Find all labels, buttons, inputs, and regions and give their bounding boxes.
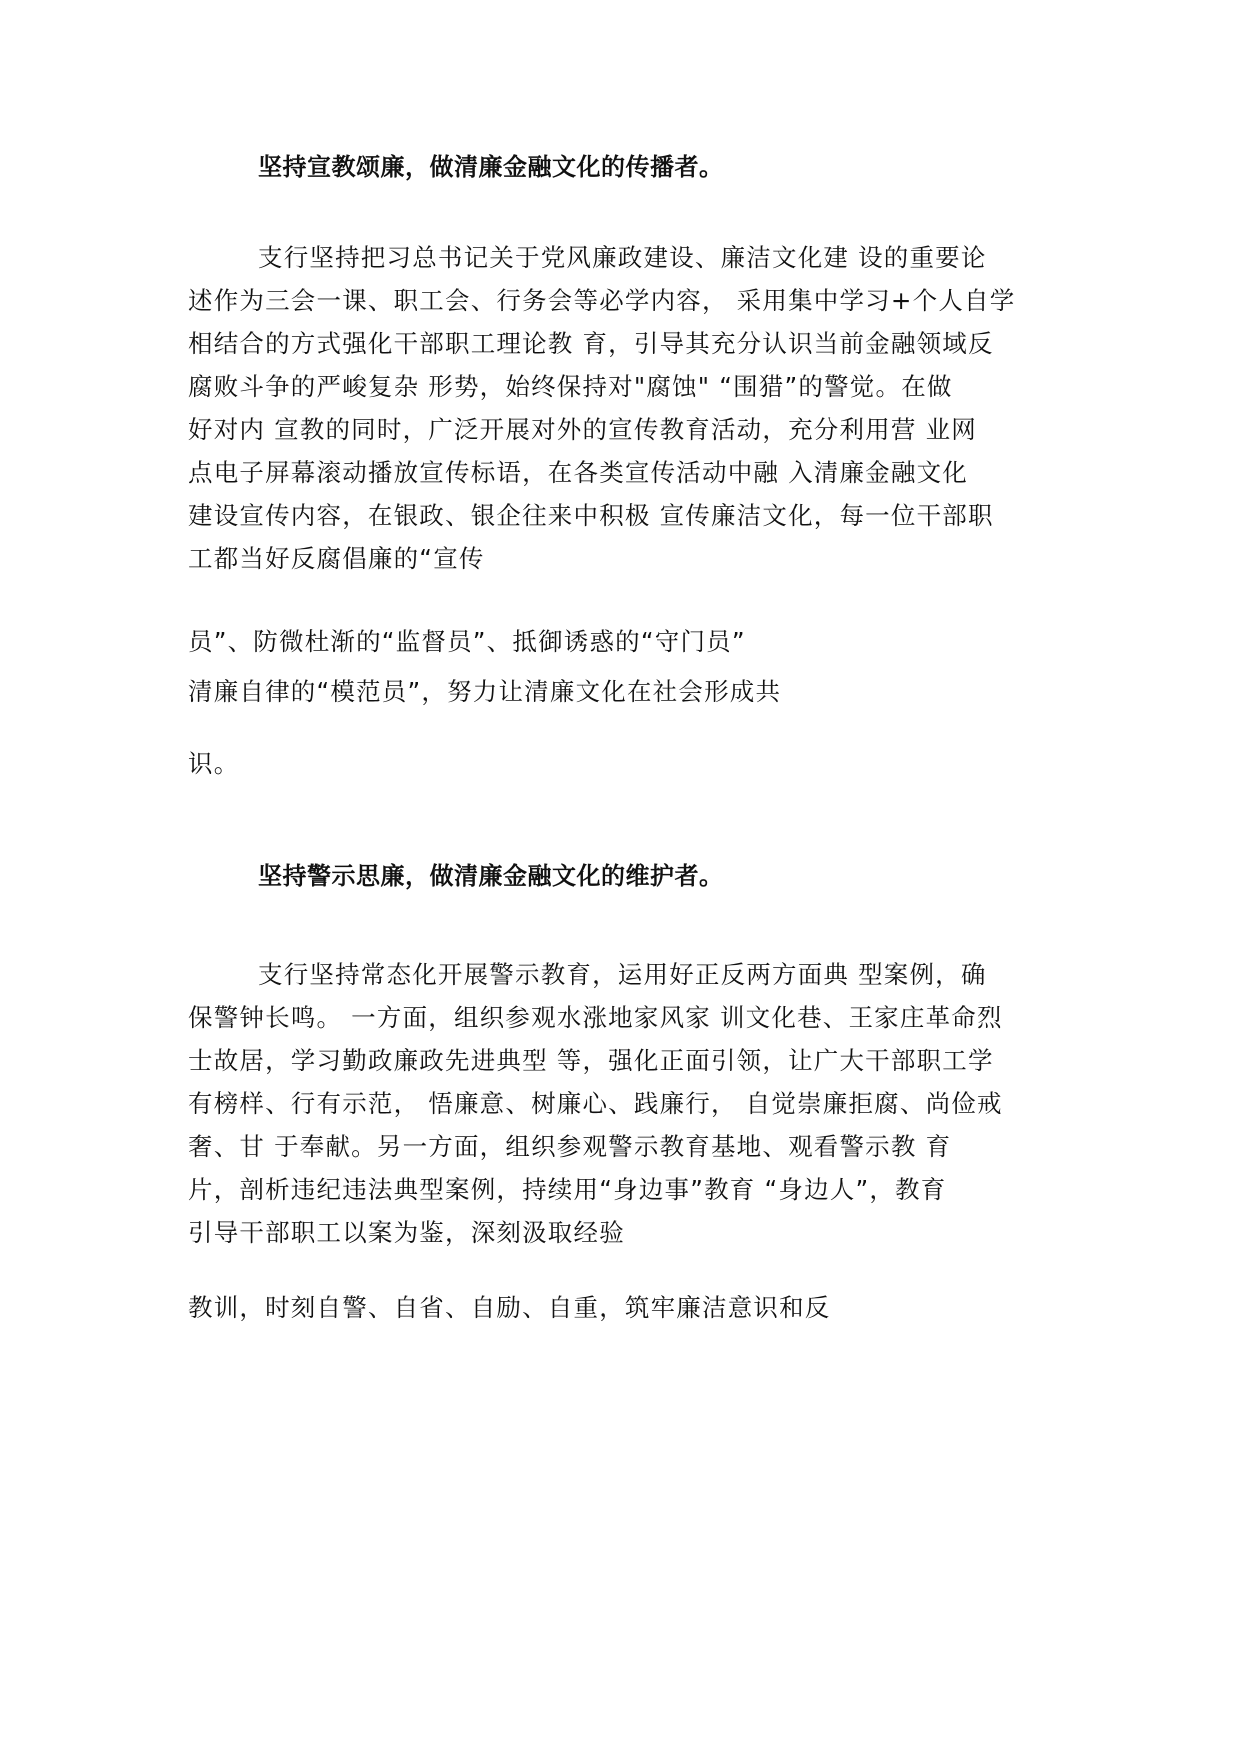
- body-tail-line: 员”、防微杜渐的“监督员”、抵御诱惑的“守门员”: [188, 627, 746, 656]
- body-line: 相结合的方式强化干部职工理论教 育，引导其充分认识当前金融领域反: [188, 329, 994, 358]
- body-line: 支行坚持常态化开展警示教育，运用好正反两方面典 型案例，确: [258, 960, 987, 989]
- body-line: 建设宣传内容，在银政、银企往来中积极 宣传廉洁文化，每一位干部职: [188, 501, 994, 530]
- body-line: 引导干部职工以案为鉴，深刻汲取经验: [188, 1218, 625, 1247]
- body-tail-line: 清廉自律的“模范员”，努力让清廉文化在社会形成共: [188, 677, 782, 706]
- body-line: 工都当好反腐倡廉的“宣传: [188, 544, 485, 573]
- body-line: 奢、甘 于奉献。另一方面，组织参观警示教育基地、观看警示教 育: [188, 1132, 952, 1161]
- body-tail-line: 教训，时刻自警、自省、自励、自重，筑牢廉洁意识和反: [188, 1293, 831, 1322]
- section-heading-2: 坚持警示思廉，做清廉金融文化的维护者。: [258, 862, 724, 890]
- body-line: 点电子屏幕滚动播放宣传标语，在各类宣传活动中融 入清廉金融文化: [188, 458, 968, 487]
- body-line: 腐败斗争的严峻复杂 形势，始终保持对"腐蚀" “围猎”的警觉。在做: [188, 372, 953, 401]
- body-line: 好对内 宣教的同时，广泛开展对外的宣传教育活动，充分利用营 业网: [188, 415, 977, 444]
- body-line: 士故居，学习勤政廉政先进典型 等，强化正面引领，让广大干部职工学: [188, 1046, 994, 1075]
- body-line: 有榜样、行有示范， 悟廉意、树廉心、践廉行， 自觉崇廉拒腐、尚俭戒: [188, 1089, 1003, 1118]
- body-line: 保警钟长鸣。 一方面，组织参观水涨地家风家 训文化巷、王家庄革命烈: [188, 1003, 1003, 1032]
- section-body-2: [188, 953, 1078, 1254]
- body-line: 支行坚持把习总书记关于党风廉政建设、廉洁文化建 设的重要论: [258, 243, 987, 272]
- section-heading-1: 坚持宣教颂廉，做清廉金融文化的传播者。: [258, 153, 724, 181]
- body-line: 片，剖析违纪违法典型案例，持续用“身边事”教育 “身边人”，教育: [188, 1175, 947, 1204]
- section-body-1: [188, 236, 1078, 580]
- body-tail-line: 识。: [188, 749, 240, 778]
- body-line: 述作为三会一课、职工会、行务会等必学内容， 采用集中学习+个人自学: [188, 286, 1016, 315]
